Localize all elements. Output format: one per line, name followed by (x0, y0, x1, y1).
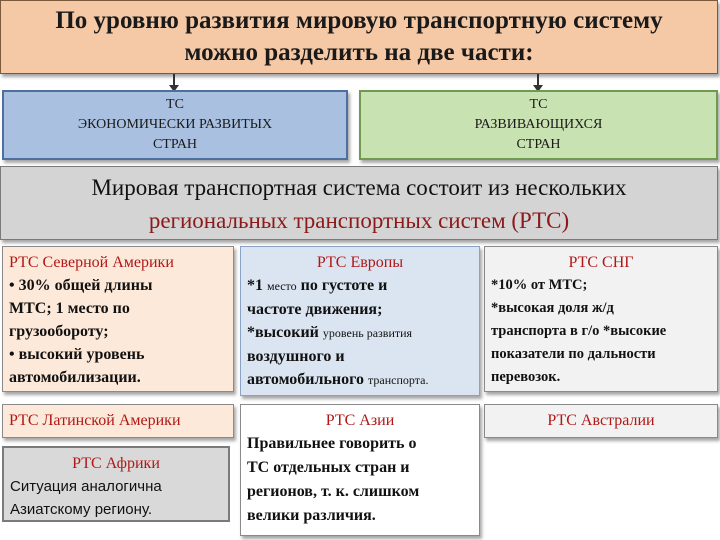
region-cis (484, 246, 718, 392)
region-body-line: воздушного и (247, 348, 345, 365)
banner-line-1: Мировая транспортная система состоит из нескольких (91, 175, 627, 200)
region-body: *10% от МТС; *высокая доля ж/д транспорта в г/о *высокие показатели по дальности перевозок. (491, 277, 667, 385)
arrow-down-left-icon (173, 74, 175, 86)
developing-countries-box (359, 90, 718, 160)
title-line-1: По уровню развития мировую транспортную систему (55, 7, 663, 34)
page-title (0, 0, 718, 74)
banner-line-2: региональных транспортных систем (РТС) (148, 208, 570, 233)
region-australia (484, 404, 718, 438)
region-europe (240, 246, 480, 396)
regional-systems-banner (0, 166, 718, 240)
arrow-down-right-icon (537, 74, 539, 86)
region-body: Ситуация аналогична Азиатскому региону. (10, 478, 162, 518)
region-title: РТС Латинской Америки (9, 412, 181, 429)
developing-countries-label: ТС РАЗВИВАЮЩИХСЯ СТРАН (474, 97, 603, 152)
region-title: РТС Азии (325, 412, 395, 429)
region-asia (240, 404, 480, 536)
region-title: РТС Европы (316, 254, 404, 271)
region-body-line: *высокий уровень развития (247, 324, 413, 341)
region-body-line: автомобильного транспорта. (247, 371, 429, 388)
region-body: • 30% общей длины МТС; 1 место по грузообороту; • высокий уровень автомобилизации. (9, 277, 153, 386)
region-body-line: частоте движения; (247, 301, 383, 318)
region-body: Правильнее говорить о ТС отдельных стран и регионов, т. к. слишком велики различия. (247, 435, 420, 524)
region-title: РТС СНГ (568, 254, 634, 271)
region-latin-america (2, 404, 234, 438)
region-africa (2, 446, 230, 522)
region-north-america (2, 246, 234, 392)
title-line-2: можно разделить на две части: (184, 39, 534, 66)
region-title: РТС Африки (72, 455, 160, 472)
region-title: РТС Австралии (547, 412, 655, 429)
developed-countries-label: ТС ЭКОНОМИЧЕСКИ РАЗВИТЫХ СТРАН (77, 97, 273, 152)
developed-countries-box (2, 90, 348, 160)
region-title: РТС Северной Америки (9, 254, 174, 271)
region-body: *1 место по густоте и (247, 277, 388, 294)
